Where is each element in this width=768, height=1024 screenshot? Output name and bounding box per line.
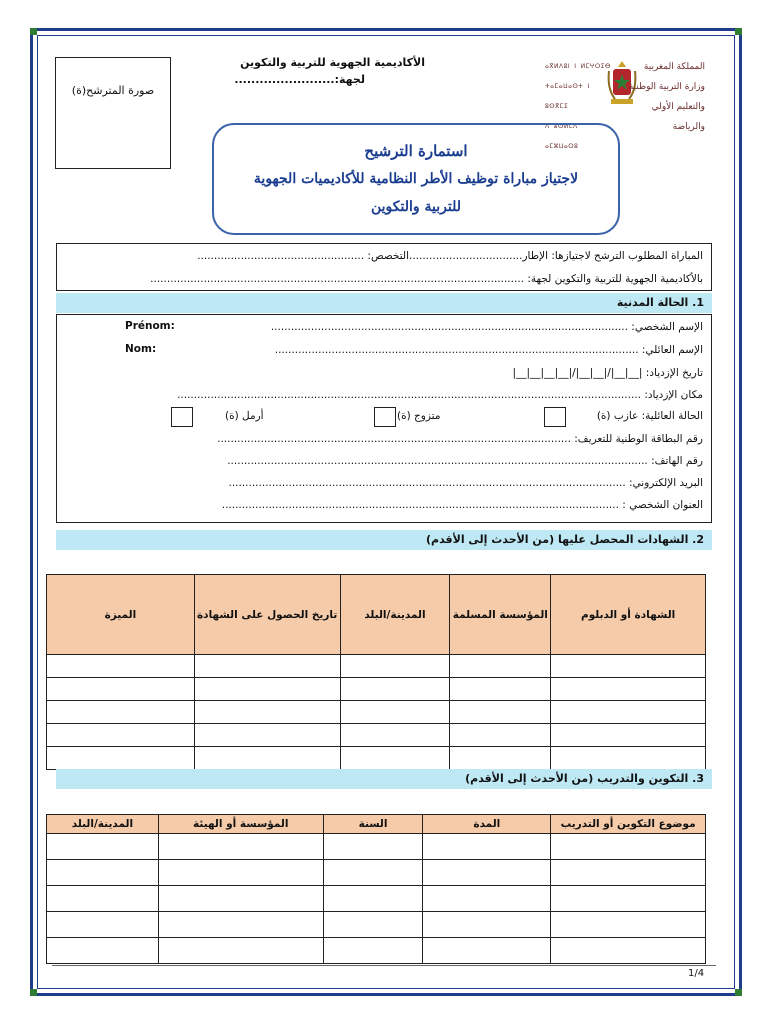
table-cell[interactable] xyxy=(47,655,195,678)
section-training xyxy=(56,769,712,789)
table-cell[interactable] xyxy=(551,834,706,860)
page-number: 1/4 xyxy=(688,968,705,979)
email-field[interactable]: البريد الإلكتروني: ....................................................................................................................... xyxy=(228,477,703,489)
table-cell[interactable] xyxy=(450,747,551,770)
table-row xyxy=(47,834,706,860)
form-title: استمارة الترشيح xyxy=(364,142,468,160)
ministry-line: والتعليم الأولي والرياضة xyxy=(651,102,705,132)
table-cell[interactable] xyxy=(423,886,551,912)
table-cell[interactable] xyxy=(450,701,551,724)
table-cell[interactable] xyxy=(47,886,159,912)
table-cell[interactable] xyxy=(323,912,423,938)
footer-divider xyxy=(52,965,716,966)
address-field[interactable]: العنوان الشخصي : ....................................................................................................................... xyxy=(221,499,703,511)
table-row xyxy=(47,655,706,678)
table-header-row xyxy=(47,575,706,655)
table-cell[interactable] xyxy=(340,655,450,678)
region-line: لجهة:........................ xyxy=(234,73,365,86)
table-cell[interactable] xyxy=(340,747,450,770)
table-cell[interactable] xyxy=(194,678,340,701)
corner-ornament xyxy=(735,989,742,996)
table-cell[interactable] xyxy=(47,860,159,886)
form-title-box xyxy=(212,123,620,235)
column-header: الميزة xyxy=(47,575,195,655)
table-cell[interactable] xyxy=(323,886,423,912)
ministry-text xyxy=(623,57,705,137)
section-civil-status xyxy=(56,293,712,313)
table-cell[interactable] xyxy=(323,834,423,860)
ministry-line: المملكة المغربية xyxy=(643,62,705,72)
column-header: المؤسسة المسلمة xyxy=(450,575,551,655)
table-cell[interactable] xyxy=(340,724,450,747)
column-header: المدة xyxy=(423,815,551,834)
table-cell[interactable] xyxy=(158,834,323,860)
table-cell[interactable] xyxy=(47,724,195,747)
married-label: متزوج (ة) xyxy=(397,410,441,422)
table-cell[interactable] xyxy=(340,678,450,701)
table-cell[interactable] xyxy=(47,701,195,724)
table-cell[interactable] xyxy=(47,938,159,964)
column-header: المدينة/البلد xyxy=(47,815,159,834)
table-row xyxy=(47,724,706,747)
form-subtitle: لاجتياز مباراة توظيف الأطر النظامية للأكاديميات الجهوية xyxy=(253,171,579,187)
phone-field[interactable]: رقم الهاتف: .............................................................................................................................. xyxy=(227,455,703,467)
table-row xyxy=(47,912,706,938)
table-cell[interactable] xyxy=(158,912,323,938)
table-cell[interactable] xyxy=(323,938,423,964)
table-cell[interactable] xyxy=(323,860,423,886)
widowed-checkbox[interactable] xyxy=(171,407,193,427)
column-header: المدينة/البلد xyxy=(340,575,450,655)
column-header: الشهادة أو الدبلوم xyxy=(551,575,706,655)
column-header: موضوع التكوين أو التدريب xyxy=(551,815,706,834)
photo-label: صورة المترشح(ة) xyxy=(71,84,155,97)
ministry-logo xyxy=(545,55,705,150)
competition-field[interactable]: المباراة المطلوب الترشح لاجتيازها: الإطار..................................التخصص: .................................................. xyxy=(197,250,703,262)
table-cell[interactable] xyxy=(194,655,340,678)
cin-field[interactable]: رقم البطاقة الوطنية للتعريف: .......................................................................................................... xyxy=(217,433,703,445)
table-cell[interactable] xyxy=(551,938,706,964)
corner-ornament xyxy=(30,989,37,996)
column-header: المؤسسة أو الهيئة xyxy=(158,815,323,834)
column-header: السنة xyxy=(323,815,423,834)
section-certificates xyxy=(56,530,712,550)
corner-ornament xyxy=(735,28,742,35)
table-cell[interactable] xyxy=(47,678,195,701)
competition-info-box xyxy=(56,243,712,291)
table-row xyxy=(47,678,706,701)
tifinagh-line: ⴰⴳⵍⴷⵓⵏ ⵏ ⵍⵎⵖⵔⵉⴱ xyxy=(545,63,611,70)
table-cell[interactable] xyxy=(450,655,551,678)
table-cell[interactable] xyxy=(450,724,551,747)
tifinagh-line: ⵜⴰⵎⴰⵡⴰⵙⵜ ⵏ ⵓⵙⴳⵎⵉ xyxy=(545,83,590,110)
table-row xyxy=(47,886,706,912)
birth-place-field[interactable]: مكان الإزدياد: ........................................................................................................................................... xyxy=(177,389,703,401)
tifinagh-line: ⴷ ⵓⵙⵍⵎⴷ ⴰⵎⵣⵡⴰⵔⵓ xyxy=(545,123,579,150)
table-cell[interactable] xyxy=(551,912,706,938)
table-cell[interactable] xyxy=(551,701,706,724)
first-name-field[interactable]: الإسم الشخصي: ........................................................................................................... xyxy=(270,321,703,333)
table-header-row xyxy=(47,815,706,834)
section-title: 2. الشهادات المحصل عليها (من الأحدث إلى الأقدم) xyxy=(425,533,704,546)
table-cell[interactable] xyxy=(340,701,450,724)
table-cell[interactable] xyxy=(450,678,551,701)
academy-header xyxy=(205,54,425,88)
table-cell[interactable] xyxy=(551,886,706,912)
table-cell[interactable] xyxy=(551,724,706,747)
column-header: تاريخ الحصول على الشهادة xyxy=(194,575,340,655)
nom-label: Nom: xyxy=(125,343,157,355)
table-cell[interactable] xyxy=(194,701,340,724)
ministry-line: وزارة التربية الوطنية xyxy=(628,82,705,92)
single-checkbox[interactable] xyxy=(544,407,566,427)
region-field[interactable]: بالأكاديمية الجهوية للتربية والتكوين لجهة: ................................................................................................................ xyxy=(150,273,703,285)
section-title: 1. الحالة المدنية xyxy=(616,296,704,309)
table-cell[interactable] xyxy=(47,747,195,770)
section-title: 3. التكوين والتدريب (من الأحدث إلى الأقدم) xyxy=(465,772,704,785)
table-cell[interactable] xyxy=(194,747,340,770)
training-table xyxy=(46,814,706,964)
table-row xyxy=(47,938,706,964)
last-name-field[interactable]: الإسم العائلي: ............................................................................................................. xyxy=(274,344,703,356)
table-cell[interactable] xyxy=(158,886,323,912)
form-subtitle-2: للتربية والتكوين xyxy=(370,199,461,215)
birth-date-field[interactable]: تاريخ الإزدياد: |__|__|/|__|__|/|__|__|__|__| xyxy=(512,367,703,379)
table-cell[interactable] xyxy=(194,724,340,747)
table-row xyxy=(47,860,706,886)
academy-line: الأكاديمية الجهوية للتربية والتكوين xyxy=(240,56,425,69)
table-cell[interactable] xyxy=(551,860,706,886)
table-cell[interactable] xyxy=(551,655,706,678)
table-cell[interactable] xyxy=(423,834,551,860)
table-cell[interactable] xyxy=(158,938,323,964)
civil-status-box xyxy=(56,314,712,523)
table-cell[interactable] xyxy=(423,860,551,886)
corner-ornament xyxy=(30,28,37,35)
married-checkbox[interactable] xyxy=(374,407,396,427)
table-row xyxy=(47,747,706,770)
marital-status-label: الحالة العائلية: عازب (ة) xyxy=(596,410,703,422)
table-row xyxy=(47,701,706,724)
table-cell[interactable] xyxy=(423,912,551,938)
certificates-table xyxy=(46,574,706,770)
table-cell[interactable] xyxy=(423,938,551,964)
prenom-label: Prénom: xyxy=(125,320,175,332)
widowed-label: أرمل (ة) xyxy=(225,410,264,422)
table-cell[interactable] xyxy=(551,747,706,770)
table-cell[interactable] xyxy=(551,678,706,701)
photo-box[interactable] xyxy=(55,57,171,169)
table-cell[interactable] xyxy=(47,912,159,938)
table-cell[interactable] xyxy=(158,860,323,886)
table-cell[interactable] xyxy=(47,834,159,860)
